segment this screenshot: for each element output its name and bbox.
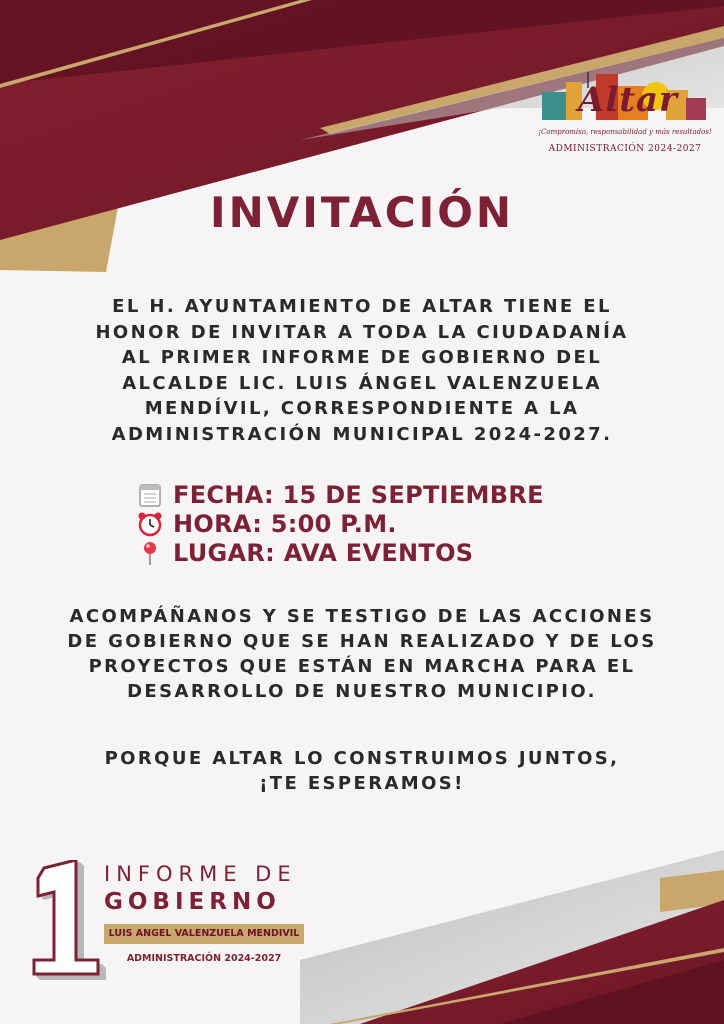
- calendar-icon: [136, 482, 164, 508]
- time-row: [136, 509, 656, 538]
- informe-badge: [28, 856, 328, 986]
- place-row: [136, 538, 656, 567]
- number-one-graphic: [28, 860, 114, 982]
- logo-wordmark: Altar: [578, 80, 678, 120]
- badge-line-1: INFORME DE: [104, 862, 297, 886]
- event-details: [136, 480, 656, 567]
- date-row: [136, 480, 656, 509]
- closing-line-2: ¡TE ESPERAMOS!: [259, 773, 465, 794]
- closing-message: [52, 746, 672, 796]
- badge-administration: ADMINISTRACIÓN 2024-2027: [126, 953, 282, 964]
- altar-municipal-logo: [536, 68, 714, 160]
- place-text: LUGAR: AVA EVENTOS: [173, 538, 474, 567]
- badge-line-2: GOBIERNO: [104, 889, 281, 915]
- badge-numeral: 1: [66, 946, 67, 947]
- logo-slogan: ¡Compromiso, responsabilidad y más resultados!: [538, 128, 712, 136]
- badge-mayor-name: LUIS ANGEL VALENZUELA MENDIVIL: [104, 924, 304, 944]
- alarm-clock-icon: [136, 511, 164, 537]
- intro-paragraph: EL H. AYUNTAMIENTO DE ALTAR TIENE EL HONOR DE INVITAR A TODA LA CIUDADANÍA AL PRIMER INFORME DE GOBIERNO DEL ALCALDE LIC. LUIS ÁNGEL VALENZUELA MENDÍVIL, CORRESPONDIENTE A LA ADMINISTRACIÓN MUNICIPAL 2024-2027.: [95, 296, 629, 445]
- page-title: INVITACIÓN: [209, 188, 515, 237]
- logo-administration: ADMINISTRACIÓN 2024-2027: [548, 144, 702, 154]
- location-pin-icon: [136, 540, 164, 566]
- time-text: HORA: 5:00 P.M.: [173, 509, 397, 538]
- date-text: FECHA: 15 DE SEPTIEMBRE: [173, 480, 544, 509]
- call-to-action-paragraph: ACOMPÁÑANOS Y SE TESTIGO DE LAS ACCIONES DE GOBIERNO QUE SE HAN REALIZADO Y DE LOS PROYECTOS QUE ESTÁN EN MARCHA PARA EL DESARROLLO DE NUESTRO MUNICIPIO.: [67, 606, 657, 702]
- closing-line-1: PORQUE ALTAR LO CONSTRUIMOS JUNTOS,: [104, 748, 620, 769]
